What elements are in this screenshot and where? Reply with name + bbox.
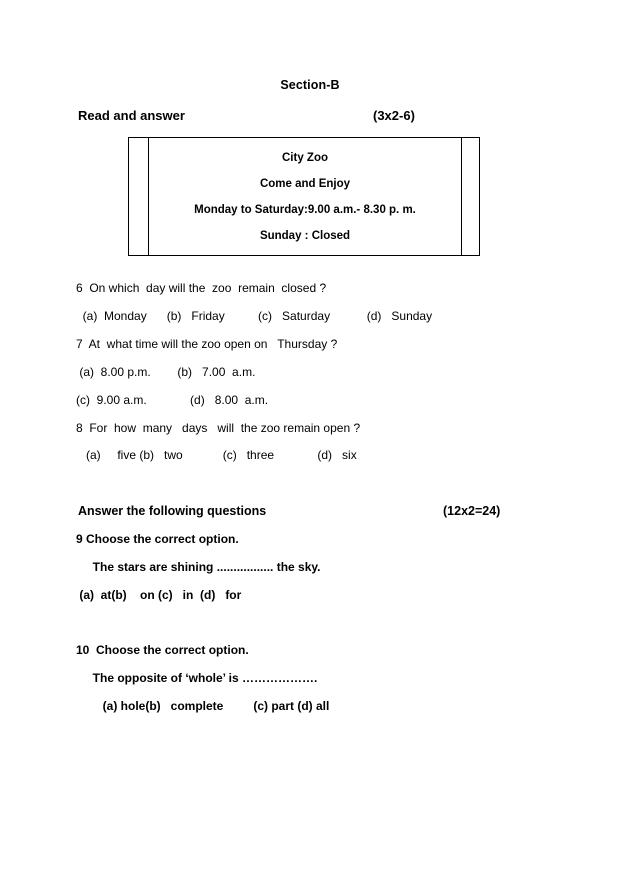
- question-7-options-line-1: (a) 8.00 p.m. (b) 7.00 a.m.: [76, 365, 256, 379]
- answer-section-label: Answer the following questions: [78, 504, 267, 518]
- read-and-answer-marks: (3x2-6): [373, 108, 415, 123]
- question-8-options: (a) five (b) two (c) three (d) six: [76, 448, 357, 462]
- zoo-notice-line-3: Monday to Saturday:9.00 a.m.- 8.30 p. m.: [194, 204, 416, 216]
- question-6-text: 6 On which day will the zoo remain closed ?: [76, 281, 327, 295]
- question-10-sentence: The opposite of ‘whole’ is ……………….: [76, 671, 318, 685]
- answer-section-marks: (12x2=24): [443, 504, 501, 518]
- zoo-notice-text: [149, 138, 461, 255]
- notice-cell-main: [149, 138, 462, 256]
- zoo-notice-line-1: City Zoo: [282, 152, 328, 164]
- question-8-text: 8 For how many days will the zoo remain open ?: [76, 421, 361, 435]
- question-6-options: (a) Monday (b) Friday (c) Saturday (d) Sunday: [76, 309, 433, 323]
- zoo-notice-line-2: Come and Enjoy: [259, 178, 351, 190]
- section-title: Section-B: [280, 78, 340, 92]
- zoo-notice-line-4: Sunday : Closed: [259, 230, 351, 242]
- question-7-options-line-2: (c) 9.00 a.m. (d) 8.00 a.m.: [76, 393, 269, 407]
- table-row: [129, 138, 480, 256]
- question-9-prompt: 9 Choose the correct option.: [76, 532, 239, 546]
- answer-section-heading: [78, 504, 533, 518]
- read-and-answer-label: Read and answer: [78, 108, 185, 123]
- question-7-text: 7 At what time will the zoo open on Thursday ?: [76, 337, 338, 351]
- question-9-options: (a) at(b) on (c) in (d) for: [76, 588, 242, 602]
- question-10-options: (a) hole(b) complete (c) part (d) all: [76, 699, 330, 713]
- notice-cell-right: [462, 138, 480, 256]
- question-10-prompt: 10 Choose the correct option.: [76, 643, 249, 657]
- notice-cell-left: [129, 138, 149, 256]
- question-9-sentence: The stars are shining ................. the sky.: [76, 560, 321, 574]
- read-and-answer-line: [78, 108, 538, 123]
- zoo-notice-table: [128, 137, 480, 256]
